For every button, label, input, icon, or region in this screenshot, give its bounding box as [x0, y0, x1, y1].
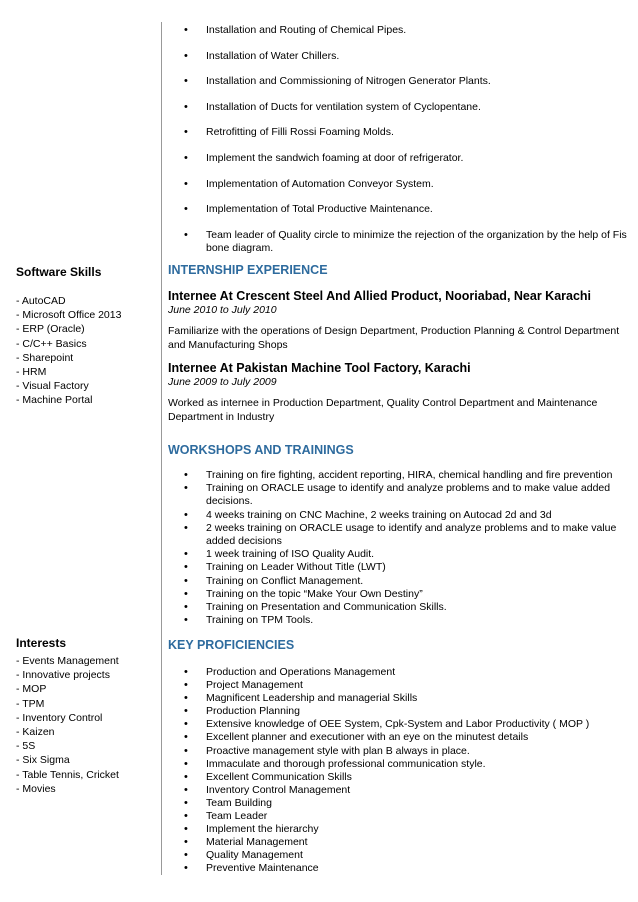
list-item: • Material Management: [168, 836, 623, 849]
list-item: • Proactive management style with plan B always in place.: [168, 745, 623, 758]
interest-item: - Inventory Control: [16, 711, 103, 724]
job-date: June 2009 to July 2009: [168, 376, 277, 388]
list-item: • Extensive knowledge of OEE System, Cpk-System and Labor Productivity ( MOP ): [168, 718, 623, 731]
list-item: • 2 weeks training on ORACLE usage to identify and analyze problems and to make value added decisions: [168, 522, 623, 548]
column-divider: [161, 22, 162, 875]
list-item: • Inventory Control Management: [168, 784, 623, 797]
internship-heading: INTERNSHIP EXPERIENCE: [168, 263, 328, 277]
software-skills-title: Software Skills: [16, 265, 102, 279]
list-item: • Project Management: [168, 679, 623, 692]
interest-item: - 5S: [16, 740, 36, 753]
interest-item: - MOP: [16, 683, 47, 696]
interests-section: [16, 636, 156, 796]
list-item: • Installation and Routing of Chemical Pipes.: [168, 24, 638, 50]
interest-item: - Events Management: [16, 655, 119, 667]
list-item: • Training on Leader Without Title (LWT): [168, 561, 623, 574]
list-item: • Implement the hierarchy: [168, 823, 623, 836]
list-item: • Implementation of Total Productive Maintenance.: [168, 203, 638, 229]
list-item: • Implementation of Automation Conveyor System.: [168, 178, 638, 204]
skill-item: - Visual Factory: [16, 380, 89, 393]
list-item: • Training on TPM Tools.: [168, 614, 623, 627]
job-title: Internee At Crescent Steel And Allied Product, Nooriabad, Near Karachi: [168, 289, 592, 303]
workshops-section: [168, 443, 638, 627]
list-item: • Training on fire fighting, accident reporting, HIRA, chemical handling and fire prevention: [168, 469, 623, 482]
list-item: • Training on the topic “Make Your Own Destiny”: [168, 588, 623, 601]
list-item: • Preventive Maintenance: [168, 862, 623, 875]
list-item: • Production and Operations Management: [168, 666, 623, 679]
proficiencies-heading: KEY PROFICIENCIES: [168, 638, 295, 652]
interests-title: Interests: [16, 636, 67, 650]
interest-item: - TPM: [16, 697, 45, 710]
skill-item: - C/C++ Basics: [16, 337, 87, 350]
projects-list: [168, 24, 638, 255]
list-item: • Magnificent Leadership and managerial Skills: [168, 692, 623, 705]
list-item: • 1 week training of ISO Quality Audit.: [168, 548, 623, 561]
job-description: Familiarize with the operations of Design Department, Production Planning & Control Department and Manufacturing Shops: [168, 325, 620, 351]
interest-item: - Kaizen: [16, 726, 55, 739]
list-item: • Team Leader: [168, 810, 623, 823]
skill-item: - AutoCAD: [16, 295, 66, 307]
list-item: • Excellent Communication Skills: [168, 771, 623, 784]
job-date: June 2010 to July 2010: [168, 304, 277, 316]
list-item: • Training on ORACLE usage to identify and analyze problems and to make value added decisions.: [168, 482, 623, 508]
interest-item: - Table Tennis, Cricket: [16, 768, 119, 781]
list-item: • Installation of Ducts for ventilation system of Cyclopentane.: [168, 101, 638, 127]
list-item: • Installation of Water Chillers.: [168, 50, 638, 76]
list-item: • Production Planning: [168, 705, 623, 718]
workshops-heading: WORKSHOPS AND TRAININGS: [168, 443, 354, 457]
list-item: • Excellent planner and executioner with an eye on the minutest details: [168, 731, 623, 744]
list-item: • Immaculate and thorough professional communication style.: [168, 758, 623, 771]
list-item: • 4 weeks training on CNC Machine, 2 weeks training on Autocad 2d and 3d: [168, 509, 623, 522]
job-title: Internee At Pakistan Machine Tool Factory, Karachi: [168, 361, 471, 375]
list-item: • Team leader of Quality circle to minimize the rejection of the organization by the help of Fis bone diagram.: [168, 229, 638, 255]
skill-item: - Microsoft Office 2013: [16, 309, 122, 322]
proficiencies-section: [168, 638, 638, 876]
workshops-list: [168, 469, 623, 627]
interest-item: - Movies: [16, 782, 56, 795]
list-item: • Team Building: [168, 797, 623, 810]
list-item: • Training on Conflict Management.: [168, 575, 623, 588]
internship-section: [168, 263, 638, 424]
job-description: Worked as internee in Production Department, Quality Control Department and Maintenance Department in Industry: [168, 397, 598, 423]
proficiencies-list: [168, 666, 623, 876]
list-item: • Implement the sandwich foaming at door of refrigerator.: [168, 152, 638, 178]
list-item: • Installation and Commissioning of Nitrogen Generator Plants.: [168, 75, 638, 101]
software-skills-section: [16, 265, 156, 408]
list-item: • Quality Management: [168, 849, 623, 862]
list-item: • Retrofitting of Filli Rossi Foaming Molds.: [168, 126, 638, 152]
skill-item: - ERP (Oracle): [16, 323, 85, 336]
interest-item: - Innovative projects: [16, 669, 110, 682]
interest-item: - Six Sigma: [16, 754, 70, 767]
skill-item: - Machine Portal: [16, 394, 93, 407]
skill-item: - Sharepoint: [16, 351, 74, 364]
skill-item: - HRM: [16, 366, 47, 379]
list-item: • Training on Presentation and Communication Skills.: [168, 601, 623, 614]
